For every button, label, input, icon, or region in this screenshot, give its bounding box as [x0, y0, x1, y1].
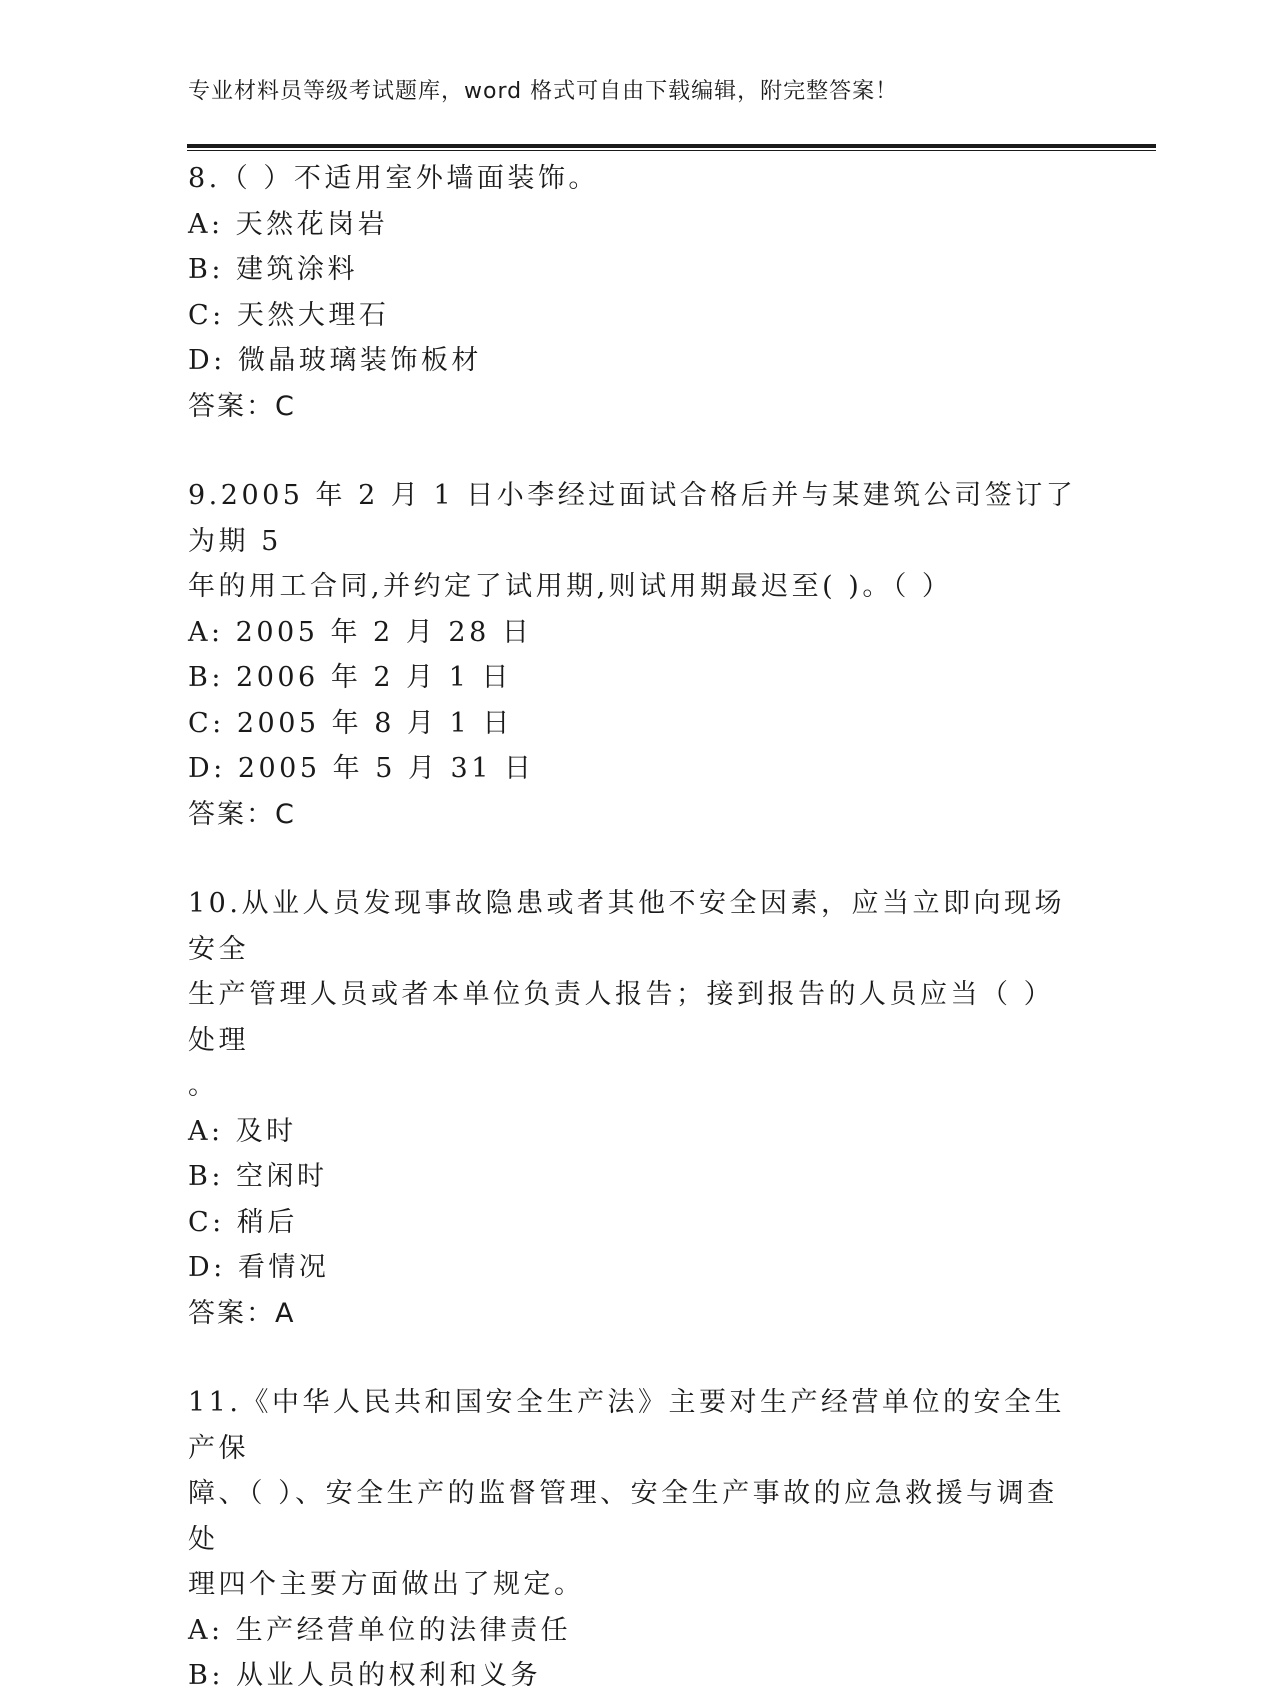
option-a: A: 生产经营单位的法律责任	[188, 1614, 572, 1646]
question-11	[188, 1380, 1078, 1699]
question-10	[188, 881, 1078, 1336]
option-a: A: 2005 年 2 月 28 日	[188, 616, 533, 648]
question-stem-line: 。	[188, 1070, 219, 1101]
header-rule-thick	[187, 144, 1156, 148]
question-stem-line: 11.《中华人民共和国安全生产法》主要对生产经营单位的安全生产保	[188, 1387, 1065, 1464]
option-b: B: 从业人员的权利和义务	[188, 1660, 542, 1691]
question-stem-line: 年的用工合同,并约定了试用期,则试用期最迟至( )。（ ）	[188, 571, 953, 602]
option-a: A: 天然花岗岩	[188, 208, 389, 240]
page-header: 专业材料员等级考试题库，word 格式可自由下载编辑，附完整答案！	[188, 79, 899, 104]
option-d: D: 2005 年 5 月 31 日	[188, 753, 535, 784]
question-stem-line: 8.（ ）不适用室外墙面装饰。	[188, 163, 599, 194]
question-stem-line: 生产管理人员或者本单位负责人报告；接到报告的人员应当（ ）处理	[188, 979, 1055, 1056]
question-stem-line: 理四个主要方面做出了规定。	[188, 1569, 585, 1600]
question-stem-line: 障、（ ）、安全生产的监督管理、安全生产事故的应急救援与调查处	[188, 1478, 1058, 1555]
option-a: A: 及时	[188, 1115, 297, 1147]
question-stem-line: 10.从业人员发现事故隐患或者其他不安全因素，应当立即向现场安全	[188, 888, 1065, 965]
question-list	[188, 156, 1078, 1699]
question-8	[188, 156, 1078, 429]
answer: 答案：C	[188, 390, 296, 422]
option-b: B: 建筑涂料	[188, 254, 359, 285]
option-b: B: 2006 年 2 月 1 日	[188, 662, 513, 693]
answer: 答案：A	[188, 1297, 296, 1329]
option-c: C: 稍后	[188, 1206, 298, 1238]
answer: 答案：C	[188, 798, 296, 830]
question-stem-line: 9.2005 年 2 月 1 日小李经过面试合格后并与某建筑公司签订了为期 5	[188, 480, 1077, 557]
option-c: C: 2005 年 8 月 1 日	[188, 707, 513, 739]
option-d: D: 看情况	[188, 1252, 330, 1283]
header-rule-thin	[187, 150, 1156, 151]
option-d: D: 微晶玻璃装饰板材	[188, 345, 482, 376]
option-c: C: 天然大理石	[188, 299, 390, 331]
option-b: B: 空闲时	[188, 1161, 328, 1192]
question-9	[188, 473, 1078, 837]
